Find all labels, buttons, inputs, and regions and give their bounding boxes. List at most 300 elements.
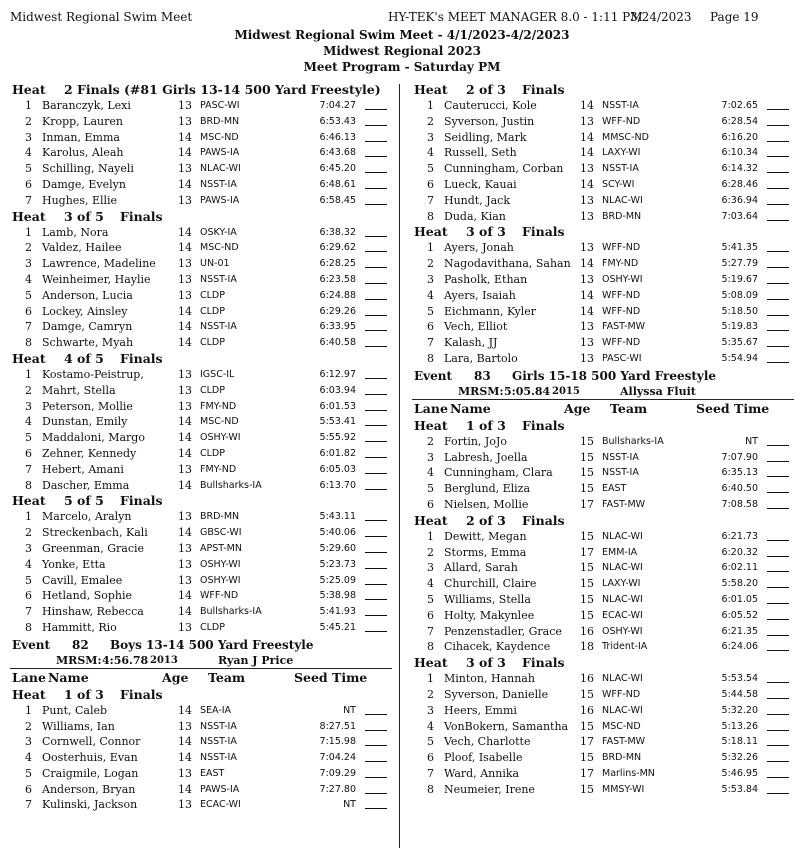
seed-time: 7:03.64 (721, 210, 758, 222)
seed-time: 6:38.32 (319, 226, 356, 238)
swimmer-name: Dascher, Emma (42, 478, 130, 492)
seed-time: 5:35.67 (721, 337, 758, 349)
seed-time: 6:13.70 (319, 479, 356, 491)
swimmer-name: Cunningham, Corban (444, 162, 564, 176)
swimmer-name: Syverson, Danielle (444, 687, 549, 701)
entry-row (412, 114, 794, 130)
result-blank (767, 529, 789, 541)
heat-number: 1 of 3 (466, 417, 506, 433)
entry-row (412, 608, 794, 624)
lane-number: 3 (427, 272, 434, 286)
seed-time: 6:01.82 (319, 447, 356, 459)
result-blank (365, 399, 387, 411)
swimmer-age: 14 (178, 589, 192, 603)
entry-row (412, 288, 794, 304)
swimmer-age: 15 (580, 561, 594, 575)
lane-number: 4 (427, 288, 434, 302)
lane-number: 1 (427, 672, 434, 686)
lane-number: 6 (427, 320, 434, 334)
swimmer-name: Williams, Stella (444, 592, 531, 606)
seed-time: 6:40.50 (721, 483, 758, 495)
swimmer-age: 13 (178, 367, 192, 381)
swimmer-age: 13 (178, 162, 192, 176)
print-date: 3/24/2023 (630, 10, 692, 24)
col-name: Name (450, 400, 491, 416)
swimmer-name: Russell, Seth (444, 146, 517, 160)
swimmer-name: Cihacek, Kaydence (444, 640, 551, 654)
swimmer-name: Lawrence, Madeline (42, 257, 156, 271)
entry-row (10, 525, 392, 541)
lane-number: 3 (25, 735, 32, 749)
team-code: NSST-IA (200, 178, 237, 190)
entry-row (10, 703, 392, 719)
swimmer-age: 13 (178, 257, 192, 271)
entry-row (10, 462, 392, 478)
result-blank (767, 703, 789, 715)
entry-row (10, 509, 392, 525)
team-code: WFF-ND (602, 337, 641, 349)
entry-row (412, 130, 794, 146)
left-column (10, 82, 392, 813)
heat-finals: Finals (120, 208, 163, 224)
seed-time: 6:45.20 (319, 163, 356, 175)
swimmer-name: Damge, Evelyn (42, 177, 126, 191)
entry-row (10, 288, 392, 304)
lane-number: 1 (427, 529, 434, 543)
result-blank (365, 367, 387, 379)
lane-number: 3 (427, 450, 434, 464)
result-blank (365, 414, 387, 426)
record-year: 2015 (552, 385, 580, 397)
result-blank (365, 462, 387, 474)
col-age: Age (162, 669, 189, 685)
result-blank (767, 481, 789, 493)
entry-row (412, 319, 794, 335)
seed-time: 5:41.35 (721, 242, 758, 254)
col-lane: Lane (414, 400, 448, 416)
lane-number: 6 (427, 608, 434, 622)
result-blank (767, 209, 789, 221)
result-blank (767, 766, 789, 778)
entry-row (412, 576, 794, 592)
result-blank (767, 592, 789, 604)
team-code: WFF-ND (602, 115, 641, 127)
event-label: Event (12, 637, 51, 652)
seed-time: 6:43.68 (319, 147, 356, 159)
result-blank (767, 177, 789, 189)
entry-row (412, 304, 794, 320)
seed-time: 6:20.32 (721, 546, 758, 558)
lane-number: 5 (427, 482, 434, 496)
swimmer-name: Hinshaw, Rebecca (42, 605, 144, 619)
swimmer-name: Lockey, Ainsley (42, 304, 128, 318)
swimmer-name: Vech, Elliot (444, 320, 508, 334)
lane-number: 2 (427, 257, 434, 271)
team-code: GBSC-WI (200, 527, 242, 539)
seed-time: 5:19.67 (721, 273, 758, 285)
swimmer-name: Schilling, Nayeli (42, 162, 134, 176)
swimmer-name: Storms, Emma (444, 545, 527, 559)
team-code: CLDP (200, 621, 225, 633)
team-code: NLAC-WI (602, 704, 643, 716)
heat-finals: Finals (522, 655, 565, 671)
lane-number: 6 (25, 782, 32, 796)
swimmer-name: Schwarte, Myah (42, 336, 134, 350)
result-blank (365, 130, 387, 142)
col-lane: Lane (12, 669, 46, 685)
swimmer-age: 13 (178, 462, 192, 476)
swimmer-name: Syverson, Justin (444, 114, 535, 128)
swimmer-age: 14 (178, 703, 192, 717)
result-blank (365, 193, 387, 205)
result-blank (365, 319, 387, 331)
lane-number: 1 (427, 241, 434, 255)
team-code: MMSC-ND (602, 131, 649, 143)
entry-row (412, 351, 794, 367)
swimmer-name: Hundt, Jack (444, 193, 511, 207)
swimmer-name: Lamb, Nora (42, 225, 109, 239)
swimmer-age: 14 (580, 99, 594, 112)
entry-row (10, 193, 392, 209)
seed-time: NT (343, 799, 356, 811)
entry-row (10, 225, 392, 241)
seed-time: 6:24.88 (319, 289, 356, 301)
entry-row (412, 209, 794, 225)
seed-time: 6:28.46 (721, 178, 758, 190)
lane-number: 2 (25, 383, 32, 397)
team-code: MSC-ND (602, 720, 641, 732)
result-blank (767, 734, 789, 746)
record-label: MRSM: (458, 384, 504, 398)
heat-header (412, 82, 794, 98)
swimmer-name: Ploof, Isabelle (444, 751, 523, 765)
entry-row (10, 478, 392, 494)
result-blank (365, 225, 387, 237)
swimmer-age: 13 (178, 193, 192, 207)
swimmer-name: Valdez, Hailee (42, 241, 122, 255)
result-blank (767, 671, 789, 683)
lane-number: 2 (25, 241, 32, 255)
swimmer-name: Lueck, Kauai (444, 177, 517, 191)
session-title: Meet Program - Saturday PM (303, 60, 501, 74)
swimmer-name: Weinheimer, Haylie (42, 272, 151, 286)
lane-number: 3 (25, 541, 32, 555)
seed-time: 5:41.93 (319, 606, 356, 618)
swimmer-name: Hammitt, Rio (42, 620, 117, 634)
swimmer-name: Hebert, Amani (42, 462, 124, 476)
lane-number: 5 (25, 162, 32, 176)
lane-number: 1 (25, 367, 32, 381)
result-blank (365, 719, 387, 731)
col-team: Team (208, 669, 246, 685)
seed-time: 5:58.20 (721, 578, 758, 590)
seed-time: 6:05.03 (319, 463, 356, 475)
seed-time: 5:32.26 (721, 752, 758, 764)
result-blank (365, 256, 387, 268)
result-blank (365, 240, 387, 252)
result-blank (365, 177, 387, 189)
seed-time: 5:43.11 (319, 511, 356, 523)
swimmer-age: 15 (580, 450, 594, 464)
entry-row (412, 450, 794, 466)
event-label: Event (414, 368, 453, 383)
lane-number: 5 (427, 592, 434, 606)
record-line (412, 385, 794, 400)
entry-row (10, 399, 392, 415)
team-code: EAST (200, 767, 225, 779)
result-blank (365, 734, 387, 746)
team-code: SCY-WI (602, 178, 635, 190)
team-code: CLDP (200, 447, 225, 459)
lane-number: 8 (427, 782, 434, 796)
seed-time: 8:27.51 (319, 720, 356, 732)
heat-number: 2 Finals (#81 Girls 13-14 500 Yard Freestyle) (64, 82, 381, 97)
entry-row (10, 367, 392, 383)
team-code: Bullsharks-IA (602, 435, 664, 447)
lane-number: 4 (427, 719, 434, 733)
seed-time: 6:24.06 (721, 641, 758, 653)
entry-row (10, 177, 392, 193)
seed-time: 6:40.58 (319, 337, 356, 349)
lane-number: 4 (25, 146, 32, 160)
seed-time: 6:28.25 (319, 258, 356, 270)
entry-row (10, 145, 392, 161)
swimmer-age: 13 (178, 272, 192, 286)
lane-number: 2 (25, 719, 32, 733)
swimmer-name: Streckenbach, Kali (42, 526, 148, 540)
result-blank (365, 782, 387, 794)
swimmer-age: 14 (178, 446, 192, 460)
entry-row (10, 541, 392, 557)
swimmer-age: 17 (580, 735, 594, 749)
entry-row (412, 177, 794, 193)
result-blank (365, 446, 387, 458)
heat-label: Heat (414, 655, 448, 671)
swimmer-age: 13 (580, 272, 594, 286)
entry-row (10, 797, 392, 813)
team-code: LAXY-WI (602, 578, 641, 590)
swimmer-name: Duda, Kian (444, 209, 506, 223)
entry-row (412, 671, 794, 687)
heat-label: Heat (414, 224, 448, 240)
entry-row (412, 734, 794, 750)
lane-number: 4 (427, 466, 434, 480)
lane-number: 7 (25, 798, 32, 812)
team-code: FMY-ND (200, 400, 237, 412)
swimmer-age: 15 (580, 466, 594, 480)
swimmer-age: 13 (580, 162, 594, 176)
lane-number: 4 (427, 577, 434, 591)
lane-number: 6 (25, 446, 32, 460)
entry-row (10, 573, 392, 589)
entry-row (412, 272, 794, 288)
swimmer-age: 13 (178, 114, 192, 128)
entry-row (412, 592, 794, 608)
swimmer-age: 13 (178, 288, 192, 302)
swimmer-age: 13 (580, 241, 594, 255)
seed-time: 5:53.54 (721, 673, 758, 685)
entry-row (10, 161, 392, 177)
heat-header (10, 493, 392, 509)
heat-header (412, 655, 794, 671)
team-code: Trident-IA (602, 641, 648, 653)
team-code: BRD-MN (200, 511, 240, 523)
heat-finals: Finals (522, 417, 565, 433)
entry-row (412, 161, 794, 177)
column-header (10, 669, 392, 687)
team-code: CLDP (200, 384, 225, 396)
swimmer-name: Cavill, Emalee (42, 573, 123, 587)
result-blank (365, 541, 387, 553)
team-code: NSST-IA (200, 736, 237, 748)
team-code: WFF-ND (200, 590, 239, 602)
swimmer-age: 14 (178, 320, 192, 334)
entry-row (412, 481, 794, 497)
team-code: MSC-ND (200, 416, 239, 428)
seed-time: 6:29.62 (319, 242, 356, 254)
swimmer-age: 14 (178, 751, 192, 765)
swimmer-age: 14 (580, 130, 594, 144)
seed-time: 6:12.97 (319, 368, 356, 380)
event-number: 83 (474, 368, 491, 383)
result-blank (767, 576, 789, 588)
team-code: MSC-ND (200, 131, 239, 143)
entry-row (412, 434, 794, 450)
seed-time: 5:19.83 (721, 321, 758, 333)
swimmer-name: Damge, Camryn (42, 320, 133, 334)
swimmer-name: Dunstan, Emily (42, 415, 128, 429)
swimmer-age: 15 (580, 592, 594, 606)
entry-row (10, 604, 392, 620)
entry-row (10, 734, 392, 750)
entry-row (412, 98, 794, 114)
lane-number: 8 (25, 620, 32, 634)
entry-row (10, 335, 392, 351)
result-blank (767, 288, 789, 300)
team-code: NSST-IA (200, 321, 237, 333)
swimmer-age: 14 (178, 478, 192, 492)
lane-number: 8 (427, 351, 434, 365)
seed-time: 6:35.13 (721, 467, 758, 479)
team-code: ECAC-WI (602, 609, 643, 621)
seed-time: 5:38.98 (319, 590, 356, 602)
seed-time: 5:25.09 (319, 574, 356, 586)
swimmer-age: 13 (580, 114, 594, 128)
entry-row (10, 766, 392, 782)
entry-row (10, 782, 392, 798)
team-code: NSST-IA (200, 752, 237, 764)
lane-number: 4 (25, 272, 32, 286)
team-code: PASC-WI (200, 100, 240, 111)
team-code: NLAC-WI (602, 673, 643, 685)
swimmer-age: 15 (580, 608, 594, 622)
swimmer-age: 14 (178, 130, 192, 144)
seed-time: 6:05.52 (721, 609, 758, 621)
heat-label: Heat (12, 350, 46, 366)
result-blank (365, 797, 387, 809)
swimmer-age: 13 (178, 557, 192, 571)
col-name: Name (48, 669, 89, 685)
seed-time: 7:27.80 (319, 783, 356, 795)
entry-row (10, 304, 392, 320)
result-blank (767, 161, 789, 173)
seed-time: 6:58.45 (319, 194, 356, 206)
team-code: MSC-ND (200, 242, 239, 254)
event-number: 82 (72, 637, 89, 652)
column-header (412, 400, 794, 418)
heat-number: 2 of 3 (466, 82, 506, 97)
result-blank (767, 545, 789, 557)
lane-number: 1 (25, 225, 32, 239)
team-code: OSHY-WI (200, 574, 241, 586)
lane-number: 7 (25, 605, 32, 619)
swimmer-age: 13 (178, 399, 192, 413)
seed-time: 6:10.34 (721, 147, 758, 159)
seed-time: 5:13.26 (721, 720, 758, 732)
team-code: FAST-MW (602, 736, 646, 748)
seed-time: 7:04.27 (319, 100, 356, 111)
swimmer-age: 14 (580, 146, 594, 160)
result-blank (767, 560, 789, 572)
entry-row (10, 620, 392, 636)
result-blank (767, 272, 789, 284)
heat-label: Heat (414, 82, 448, 97)
result-blank (365, 588, 387, 600)
col-seed: Seed Time (294, 669, 368, 685)
record-label: MRSM: (56, 653, 102, 667)
swimmer-age: 14 (178, 526, 192, 540)
entry-row (412, 750, 794, 766)
lane-number: 3 (427, 561, 434, 575)
team-code: BRD-MN (602, 752, 642, 764)
result-blank (767, 497, 789, 509)
result-blank (767, 335, 789, 347)
entry-row (10, 272, 392, 288)
swimmer-name: Ayers, Isaiah (444, 288, 516, 302)
swimmer-name: Cunningham, Clara (444, 466, 553, 480)
result-blank (767, 750, 789, 762)
lane-number: 5 (427, 162, 434, 176)
record-time: 4:56.78 (102, 653, 149, 667)
swimmer-name: Ward, Annika (444, 766, 520, 780)
lane-number: 4 (25, 415, 32, 429)
team-code: BRD-MN (602, 210, 642, 222)
team-code: CLDP (200, 305, 225, 317)
result-blank (365, 383, 387, 395)
heat-label: Heat (12, 686, 46, 702)
seed-time: 5:32.20 (721, 704, 758, 716)
result-blank (365, 114, 387, 126)
result-blank (767, 351, 789, 363)
lane-number: 6 (427, 751, 434, 765)
result-blank (767, 434, 789, 446)
team-code: APST-MN (200, 542, 242, 554)
right-column (412, 82, 794, 797)
team-code: CLDP (200, 337, 225, 349)
lane-number: 2 (427, 545, 434, 559)
record-time: 5:05.84 (504, 384, 551, 398)
software-info: HY-TEK's MEET MANAGER 8.0 - 1:11 PM (388, 10, 643, 24)
entry-row (10, 750, 392, 766)
lane-number: 6 (25, 177, 32, 191)
swimmer-name: Holty, Makynlee (444, 608, 535, 622)
result-blank (767, 782, 789, 794)
seed-time: NT (745, 435, 758, 447)
swimmer-name: Craigmile, Logan (42, 766, 139, 780)
swimmer-name: Labresh, Joella (444, 450, 528, 464)
result-blank (365, 272, 387, 284)
seed-time: 5:54.94 (721, 352, 758, 364)
